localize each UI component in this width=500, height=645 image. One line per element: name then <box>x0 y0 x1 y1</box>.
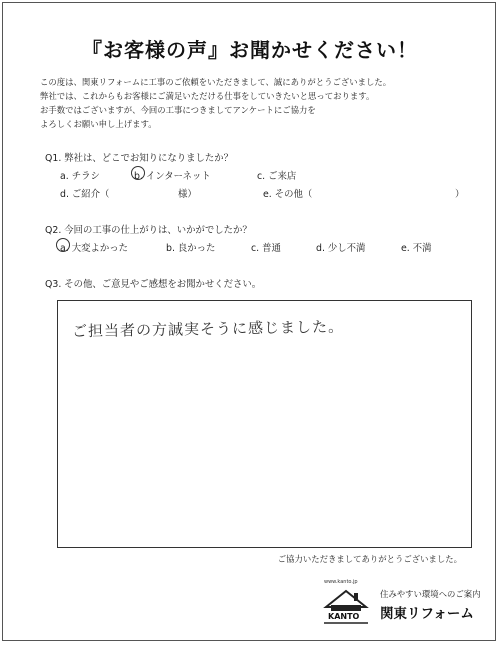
logo-small-text: www.kanto.jp <box>324 579 358 585</box>
q1-option-b[interactable]: b. インターネット <box>134 171 211 182</box>
logo-tagline: 住みやすい環境へのご案内 <box>380 589 481 599</box>
intro-line: お手数ではございますが、今回の工事につきましてアンケートにご協力を <box>40 105 316 115</box>
q1-question: Q1. 弊社は、どこでお知りになりましたか？ <box>45 153 234 164</box>
logo-company: 関東リフォーム <box>380 606 474 622</box>
q2-option-e[interactable]: e. 不満 <box>401 243 432 254</box>
q3-question: Q3. その他、ご意見やご感想をお聞かせください。 <box>45 279 262 290</box>
intro-line: この度は、関東リフォームに工事のご依頼をいただきまして、誠にありがとうございました。 <box>40 77 392 87</box>
q1-option-c[interactable]: c. ご来店 <box>257 171 297 182</box>
q1-option-d-suffix: 様） <box>178 189 197 200</box>
intro-text <box>40 75 480 131</box>
q2-option-b[interactable]: b. 良かった <box>166 243 216 254</box>
q2-question: Q2. 今回の工事の仕上がりは、いかがでしたか？ <box>45 225 252 236</box>
q1-option-a[interactable]: a. チラシ <box>60 171 100 182</box>
q2-option-d[interactable]: d. 少し不満 <box>316 243 366 254</box>
thanks-text: ご協力いただきましてありがとうございました。 <box>277 554 462 564</box>
q1-option-e-close: ） <box>455 189 465 200</box>
handwritten-answer: ご担当者の方誠実そうに感じました。 <box>71 317 345 341</box>
q1-option-d[interactable]: d. ご紹介（ <box>60 189 110 200</box>
q1-option-e[interactable]: e. その他（ <box>263 189 313 200</box>
q2-option-c[interactable]: c. 普通 <box>251 243 281 254</box>
intro-line: 弊社では、これからもお客様にご満足いただける仕事をしていきたいと思っております。 <box>40 91 375 101</box>
survey-title: 『お客様の声』お聞かせください！ <box>82 38 418 62</box>
q2-option-a[interactable]: a. 大変よかった <box>60 243 128 254</box>
logo-brand: KANTO <box>328 612 360 621</box>
intro-line: よろしくお願い申し上げます。 <box>40 119 157 129</box>
